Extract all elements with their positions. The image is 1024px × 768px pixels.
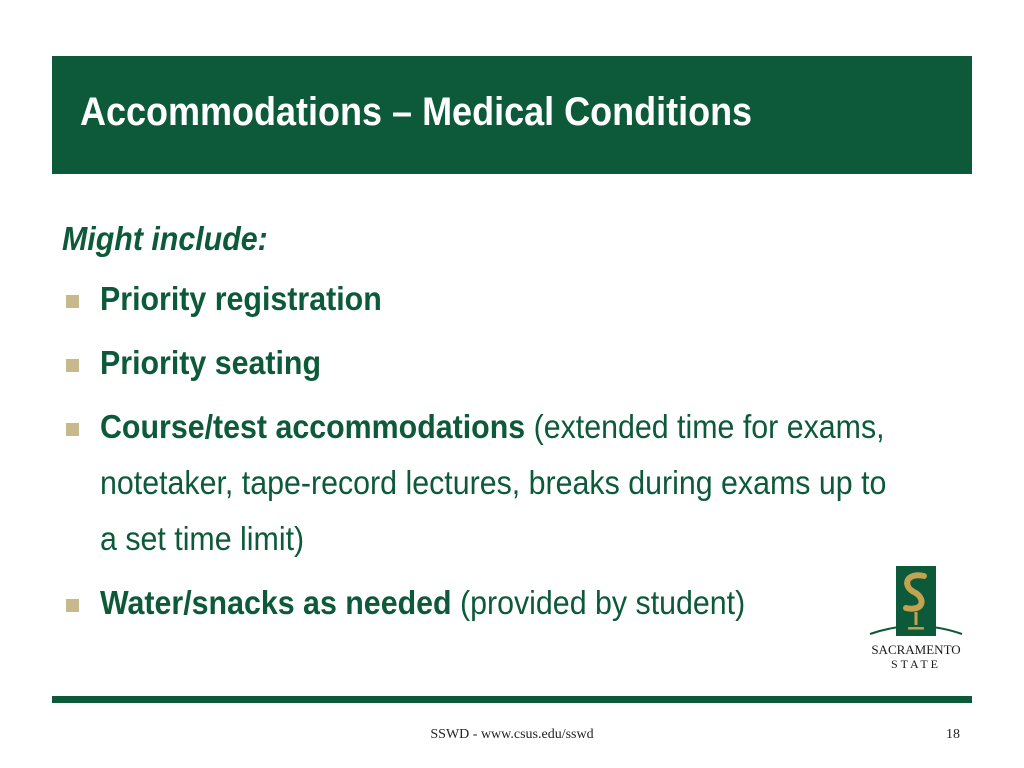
bullet-text: [100, 575, 910, 631]
footer-text: SSWD - www.csus.edu/sswd: [430, 727, 594, 742]
square-bullet-icon: [66, 359, 79, 372]
bullet-bold-text: Priority seating: [100, 344, 322, 381]
bullet-item: [62, 399, 962, 567]
bullet-regular-text: (provided by student): [451, 584, 746, 621]
title-bar: [52, 56, 972, 174]
bullet-text: [100, 399, 910, 567]
slide-title: Accommodations – Medical Conditions: [80, 90, 753, 134]
bullet-regular-text: (extended time for exams, notetaker, tape-record lectures, breaks during exams up to a set time limit): [100, 408, 887, 557]
sacramento-state-logo: [862, 562, 970, 670]
square-bullet-icon: [66, 599, 79, 612]
slide-content: [62, 215, 962, 631]
bullet-bold-text: Water/snacks as needed: [100, 584, 452, 621]
bullet-item: [62, 271, 962, 327]
bullet-item: [62, 575, 962, 631]
page-number: 18: [946, 727, 960, 742]
logo-text-sacramento: SACRAMENTO: [871, 642, 961, 657]
torch-s-logo-icon: [862, 562, 970, 642]
bullet-text: [100, 335, 910, 391]
bullet-bold-text: Course/test accommodations: [100, 408, 526, 445]
square-bullet-icon: [66, 295, 79, 308]
bullet-item: [62, 335, 962, 391]
logo-text-state: STATE: [890, 657, 942, 671]
square-bullet-icon: [66, 423, 79, 436]
footer-divider: [52, 696, 972, 703]
bullet-text: [100, 271, 910, 327]
intro-text: Might include:: [62, 220, 268, 257]
bullet-list: [62, 271, 962, 631]
bullet-bold-text: Priority registration: [100, 280, 382, 317]
